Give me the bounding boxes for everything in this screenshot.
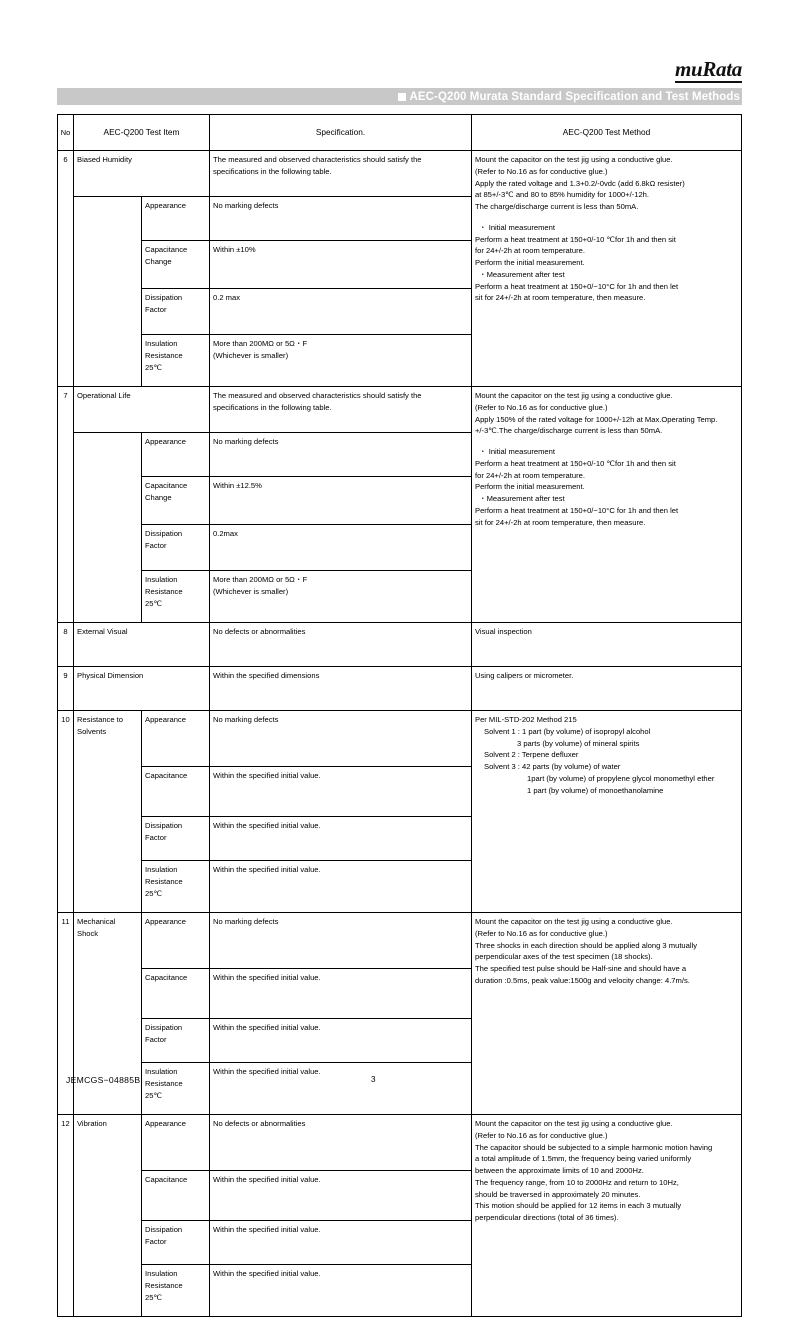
text-line: Within the specified initial value. — [213, 771, 321, 780]
table-subrow — [58, 913, 742, 969]
subrow-value — [210, 1221, 472, 1265]
spacer-line — [475, 213, 738, 222]
text-line: Dissipation — [145, 293, 183, 302]
text-line: Dissipation — [145, 529, 183, 538]
text-line: Dissipation — [145, 1225, 183, 1234]
spec-table — [57, 114, 742, 1317]
text-line: Perform a heat treatment at 150+0/−10°C for 1h and then let — [475, 281, 679, 291]
subrow-value — [210, 767, 472, 817]
text-line: Perform a heat treatment at 150+0/−10°C for 1h and then let — [475, 505, 679, 515]
subrow-label — [142, 1019, 210, 1063]
text-line: for 24+/-2h at room temperature. — [475, 470, 585, 480]
text-line: Capacitance — [145, 481, 188, 490]
text-line: 25℃ — [145, 1292, 162, 1302]
subrow-label — [142, 289, 210, 335]
text-line: Resistance — [145, 1280, 183, 1290]
row-test-item: Physical Dimension — [74, 667, 210, 711]
text-line: Capacitance — [145, 771, 188, 780]
subrow-label — [142, 525, 210, 571]
text-line: Factor — [145, 1236, 167, 1246]
row-test-item: External Visual — [74, 623, 210, 667]
text-line: Perform the initial measurement. — [475, 482, 585, 492]
table-row — [58, 667, 742, 711]
text-line: for 24+/-2h at room temperature. — [475, 246, 585, 256]
subrow-label — [142, 969, 210, 1019]
row-test-item-filler — [74, 197, 142, 387]
text-line: Resistance — [145, 876, 183, 886]
text-line: Insulation — [145, 339, 178, 348]
text-line: Within the specified dimensions — [213, 671, 320, 680]
text-line: Appearance — [145, 1119, 186, 1128]
text-line: Shock — [77, 928, 99, 938]
page-footer — [66, 1075, 742, 1089]
text-line: Within the specified initial value. — [213, 1225, 321, 1234]
text-line: Mount the capacitor on the test jig using a conductive glue. — [475, 1119, 673, 1128]
text-line: 1 part (by volume) of monoethanolamine — [527, 785, 664, 795]
text-line: No marking defects — [213, 715, 279, 724]
table-row — [58, 151, 742, 197]
table-subrow — [58, 1115, 742, 1171]
text-line: Three shocks in each direction should be applied along 3 mutually — [475, 940, 698, 950]
text-line: Within the specified initial value. — [213, 1067, 321, 1076]
text-line: a total amplitude of 1.5mm, the frequency being varied uniformly — [475, 1154, 692, 1164]
text-line: sit for 24+/-2h at room temperature, then measure. — [475, 293, 646, 303]
subrow-label — [142, 1265, 210, 1317]
subrow-label — [142, 241, 210, 289]
subrow-label — [142, 1115, 210, 1171]
text-line: Factor — [145, 540, 167, 550]
text-line: Change — [145, 256, 172, 266]
text-line: Resistance — [145, 586, 183, 596]
text-line: Within the specified initial value. — [213, 821, 321, 830]
row-number: 9 — [58, 667, 74, 711]
text-line: Perform the initial measurement. — [475, 258, 585, 268]
text-line: Factor — [145, 304, 167, 314]
text-line: Insulation — [145, 575, 178, 584]
col-header-test-item: AEC-Q200 Test Item — [74, 115, 210, 151]
text-line: Appearance — [145, 437, 186, 446]
text-line: (Whichever is smaller) — [213, 586, 289, 596]
row-test-method — [472, 623, 742, 667]
text-line: specifications in the following table. — [213, 402, 332, 412]
row-test-method — [472, 711, 742, 913]
text-line: Resistance — [145, 1078, 183, 1088]
table-header-row — [58, 115, 742, 151]
text-line: Capacitance — [145, 245, 188, 254]
text-line: Vibration — [77, 1119, 107, 1128]
row-specification — [210, 387, 472, 433]
subrow-value — [210, 1265, 472, 1317]
text-line: Using calipers or micrometer. — [475, 671, 574, 680]
text-line: Per MIL-STD-202 Method 215 — [475, 715, 577, 724]
text-line: No marking defects — [213, 437, 279, 446]
table-row — [58, 623, 742, 667]
text-line: Resistance — [145, 350, 183, 360]
table-subrow — [58, 711, 742, 767]
spec-table-body — [58, 115, 742, 1317]
text-line: Perform a heat treatment at 150+0/-10 ℃for 1h and then sit — [475, 234, 676, 244]
row-specification — [210, 667, 472, 711]
text-line: The charge/discharge current is less than 50mA. — [475, 202, 639, 212]
subrow-value — [210, 817, 472, 861]
text-line: Mount the capacitor on the test jig using a conductive glue. — [475, 917, 673, 926]
row-number: 8 — [58, 623, 74, 667]
text-line: The measured and observed characteristics should satisfy the — [213, 155, 422, 164]
text-line: Capacitance — [145, 973, 188, 982]
subrow-value — [210, 477, 472, 525]
text-line: The capacitor should be subjected to a simple harmonic motion having — [475, 1142, 713, 1152]
text-line: Within the specified initial value. — [213, 1175, 321, 1184]
text-line: (Refer to No.16 as for conductive glue.) — [475, 928, 608, 938]
text-line: specifications in the following table. — [213, 166, 332, 176]
murata-logo-text: muRata — [674, 57, 742, 81]
row-test-method — [472, 1115, 742, 1317]
subrow-value — [210, 1171, 472, 1221]
text-line: Solvent 3 : 42 parts (by volume) of water — [484, 762, 621, 772]
text-line: should be traversed in approximately 20 minutes. — [475, 1189, 641, 1199]
subrow-label — [142, 197, 210, 241]
text-line: No defects or abnormalities — [213, 627, 306, 636]
text-line: ・ Initial measurement — [479, 447, 555, 457]
row-test-item — [74, 1115, 142, 1317]
subrow-value — [210, 1019, 472, 1063]
text-line: Visual inspection — [475, 627, 532, 636]
text-line: Solvent 2 : Terpene defluxer — [484, 750, 579, 760]
text-line: +/-3℃.The charge/discharge current is less than 50mA. — [475, 426, 663, 436]
subrow-label — [142, 433, 210, 477]
text-line: 0.2max — [213, 529, 238, 538]
text-line: Insulation — [145, 865, 178, 874]
text-line: Within the specified initial value. — [213, 973, 321, 982]
text-line: No defects or abnormalities — [213, 1119, 306, 1128]
text-line: Mechanical — [77, 917, 116, 926]
col-header-specification: Specification. — [210, 115, 472, 151]
row-test-item: Biased Humidity — [74, 151, 210, 197]
text-line: 25℃ — [145, 598, 162, 608]
row-test-item-filler — [74, 433, 142, 623]
row-test-method — [472, 151, 742, 387]
row-number: 11 — [58, 913, 74, 1115]
subrow-label — [142, 817, 210, 861]
text-line: Dissipation — [145, 821, 183, 830]
subrow-label — [142, 913, 210, 969]
subrow-value — [210, 913, 472, 969]
row-specification — [210, 151, 472, 197]
text-line: at 85+/-3℃ and 80 to 85% humidity for 1000+/-12h. — [475, 190, 650, 200]
subrow-value — [210, 197, 472, 241]
row-number: 7 — [58, 387, 74, 623]
text-line: ・ Initial measurement — [479, 222, 555, 232]
row-number: 6 — [58, 151, 74, 387]
text-line: Perform a heat treatment at 150+0/-10 ℃for 1h and then sit — [475, 458, 676, 468]
subrow-label — [142, 711, 210, 767]
text-line: The specified test pulse should be Half-sine and should have a — [475, 964, 687, 974]
section-banner — [57, 88, 742, 105]
text-line: duration :0.5ms, peak value:1500g and velocity change: 4.7m/s. — [475, 975, 690, 985]
row-test-item: Operational Life — [74, 387, 210, 433]
text-line: No marking defects — [213, 917, 279, 926]
text-line: (Refer to No.16 as for conductive glue.) — [475, 166, 608, 176]
text-line: sit for 24+/-2h at room temperature, then measure. — [475, 517, 646, 527]
subrow-label — [142, 861, 210, 913]
subrow-value — [210, 1115, 472, 1171]
table-row — [58, 387, 742, 433]
subrow-value — [210, 241, 472, 289]
text-line: perpendicular directions (total of 36 times). — [475, 1213, 619, 1223]
subrow-value — [210, 433, 472, 477]
text-line: Apply the rated voltage and 1.3+0.2/-0vdc (add 6.8kΩ resister) — [475, 178, 685, 188]
subrow-label — [142, 767, 210, 817]
square-bullet-icon — [398, 93, 406, 101]
text-line: Appearance — [145, 201, 186, 210]
subrow-value — [210, 969, 472, 1019]
text-line: Factor — [145, 832, 167, 842]
subrow-value — [210, 335, 472, 387]
text-line: 25℃ — [145, 888, 162, 898]
text-line: ・Measurement after test — [479, 269, 565, 279]
text-line: perpendicular axes of the test specimen (18 shocks). — [475, 952, 653, 962]
text-line: (Refer to No.16 as for conductive glue.) — [475, 402, 608, 412]
subrow-label — [142, 335, 210, 387]
text-line: The measured and observed characteristics should satisfy the — [213, 391, 422, 400]
text-line: Resistance to — [77, 715, 124, 724]
section-banner-label: AEC-Q200 Murata Standard Specification and Test Methods — [409, 90, 740, 103]
text-line: Factor — [145, 1034, 167, 1044]
row-test-method — [472, 667, 742, 711]
text-line: Mount the capacitor on the test jig using a conductive glue. — [475, 155, 673, 164]
murata-logo — [675, 58, 742, 84]
text-line: More than 200MΩ or 5Ω・F — [213, 575, 308, 584]
subrow-label — [142, 1171, 210, 1221]
subrow-label — [142, 571, 210, 623]
text-line: between the approximate limits of 10 and 2000Hz. — [475, 1166, 644, 1176]
row-specification — [210, 623, 472, 667]
subrow-value — [210, 861, 472, 913]
text-line: 25℃ — [145, 362, 162, 372]
text-line: Appearance — [145, 917, 186, 926]
text-line: (Whichever is smaller) — [213, 350, 289, 360]
text-line: Insulation — [145, 1269, 178, 1278]
section-banner-text — [398, 91, 742, 103]
text-line: Within the specified initial value. — [213, 1023, 321, 1032]
subrow-value — [210, 571, 472, 623]
row-number: 10 — [58, 711, 74, 913]
text-line: Capacitance — [145, 1175, 188, 1184]
text-line: Within ±10% — [213, 245, 256, 254]
subrow-value — [210, 289, 472, 335]
subrow-label — [142, 477, 210, 525]
text-line: The frequency range, from 10 to 2000Hz and return to 10Hz, — [475, 1177, 679, 1187]
text-line: Apply 150% of the rated voltage for 1000+/-12h at Max.Operating Temp. — [475, 414, 718, 424]
text-line: More than 200MΩ or 5Ω・F — [213, 339, 308, 348]
text-line: Change — [145, 492, 172, 502]
text-line: (Refer to No.16 as for conductive glue.) — [475, 1130, 608, 1140]
subrow-value — [210, 525, 472, 571]
row-test-item — [74, 711, 142, 913]
text-line: This motion should be applied for 12 items in each 3 mutually — [475, 1201, 681, 1211]
col-header-test-method: AEC-Q200 Test Method — [472, 115, 742, 151]
text-line: 25℃ — [145, 1090, 162, 1100]
text-line: Dissipation — [145, 1023, 183, 1032]
text-line: Within the specified initial value. — [213, 865, 321, 874]
spacer-line — [475, 437, 738, 446]
text-line: Solvents — [77, 726, 107, 736]
text-line: Within ±12.5% — [213, 481, 262, 490]
text-line: Within the specified initial value. — [213, 1269, 321, 1278]
page-number: 3 — [371, 1075, 376, 1084]
text-line: No marking defects — [213, 201, 279, 210]
text-line: ・Measurement after test — [479, 494, 565, 504]
subrow-value — [210, 711, 472, 767]
text-line: Mount the capacitor on the test jig using a conductive glue. — [475, 391, 673, 400]
row-number: 12 — [58, 1115, 74, 1317]
text-line: Solvent 1 : 1 part (by volume) of isopropyl alcohol — [484, 726, 651, 736]
col-header-no: No — [58, 115, 74, 151]
text-line: 0.2 max — [213, 293, 241, 302]
text-line: Insulation — [145, 1067, 178, 1076]
text-line: 3 parts (by volume) of mineral spirits — [517, 738, 640, 748]
text-line: Appearance — [145, 715, 186, 724]
document-id: JEMCGS−04885B — [66, 1075, 141, 1085]
row-test-method — [472, 387, 742, 623]
subrow-label — [142, 1221, 210, 1265]
text-line: 1part (by volume) of propylene glycol monomethyl ether — [527, 773, 715, 783]
